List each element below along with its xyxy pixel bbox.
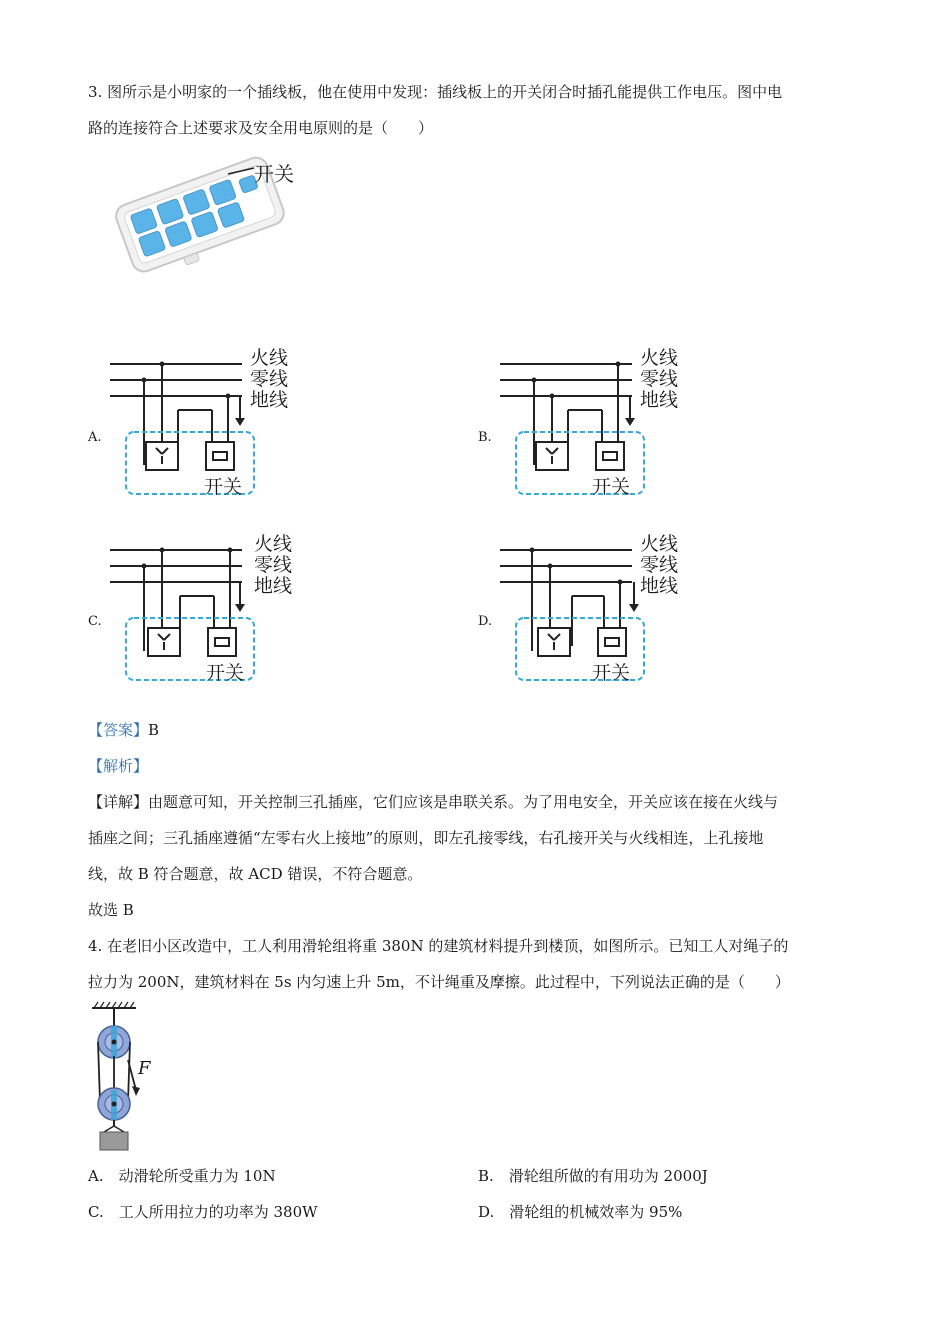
option-d-label: D. — [478, 614, 493, 629]
q4-line2: 拉力为 200N，建筑材料在 5s 内匀速上升 5m，不计绳重及摩擦。此过程中，下列说法正确的是（ ） — [88, 973, 790, 991]
ground-wire-label-a: 地线 — [250, 389, 289, 411]
pulley-system-figure — [88, 1000, 178, 1155]
choice-d: D. 滑轮组的机械效率为 95% — [478, 1203, 683, 1221]
choice-c: C. 工人所用拉力的功率为 380W — [88, 1203, 318, 1221]
detail-line1 — [88, 792, 778, 812]
answer-value: B — [148, 721, 160, 739]
live-wire-label-d: 火线 — [640, 533, 679, 555]
detail-line2: 插座之间；三孔插座遵循“左零右火上接地”的原则，即左孔接零线，右孔接开关与火线相连，上孔接地 — [88, 829, 764, 847]
analysis-tag: 【解析】 — [88, 757, 149, 775]
ground-wire-label-b: 地线 — [640, 389, 679, 411]
q3-line2: 路的连接符合上述要求及安全用电原则的是（ ） — [88, 119, 434, 137]
neutral-wire-label-c: 零线 — [254, 554, 293, 576]
ground-wire-label-d: 地线 — [640, 575, 679, 597]
detail-line3: 线，故 B 符合题意，故 ACD 错误，不符合题意。 — [88, 865, 423, 883]
live-wire-label-c: 火线 — [254, 533, 293, 555]
option-b-label: B. — [478, 430, 492, 445]
live-wire-label-b: 火线 — [640, 347, 679, 369]
option-a-label: A. — [88, 430, 102, 445]
switch-figure-label: 开关 — [254, 162, 294, 186]
switch-label-d: 开关 — [592, 662, 631, 684]
ground-wire-label-c: 地线 — [254, 575, 293, 597]
neutral-wire-label-b: 零线 — [640, 368, 679, 390]
switch-label-c: 开关 — [206, 662, 245, 684]
choice-a: A. 动滑轮所受重力为 10N — [88, 1167, 276, 1185]
answer-line — [88, 720, 159, 740]
choice-b: B. 滑轮组所做的有用功为 2000J — [478, 1167, 708, 1185]
switch-label-b: 开关 — [592, 476, 631, 498]
neutral-wire-label-d: 零线 — [640, 554, 679, 576]
force-label: F — [138, 1058, 151, 1079]
q3-line1: 3. 图所示是小明家的一个插线板，他在使用中发现：插线板上的开关闭合时插孔能提供工作电压。图中电 — [88, 83, 783, 101]
neutral-wire-label-a: 零线 — [250, 368, 289, 390]
conclusion-line: 故选 B — [88, 901, 134, 919]
switch-label-a: 开关 — [204, 476, 243, 498]
detail-tag: 【详解】 — [88, 793, 149, 811]
live-wire-label-a: 火线 — [250, 347, 289, 369]
detail-text1: 由题意可知，开关控制三孔插座，它们应该是串联关系。为了用电安全，开关应该在接在火线与 — [148, 793, 779, 811]
answer-tag: 【答案】 — [88, 721, 149, 739]
option-c-label: C. — [88, 614, 102, 629]
q4-line1: 4. 在老旧小区改造中，工人利用滑轮组将重 380N 的建筑材料提升到楼顶，如图所示。已知工人对绳子的 — [88, 937, 789, 955]
